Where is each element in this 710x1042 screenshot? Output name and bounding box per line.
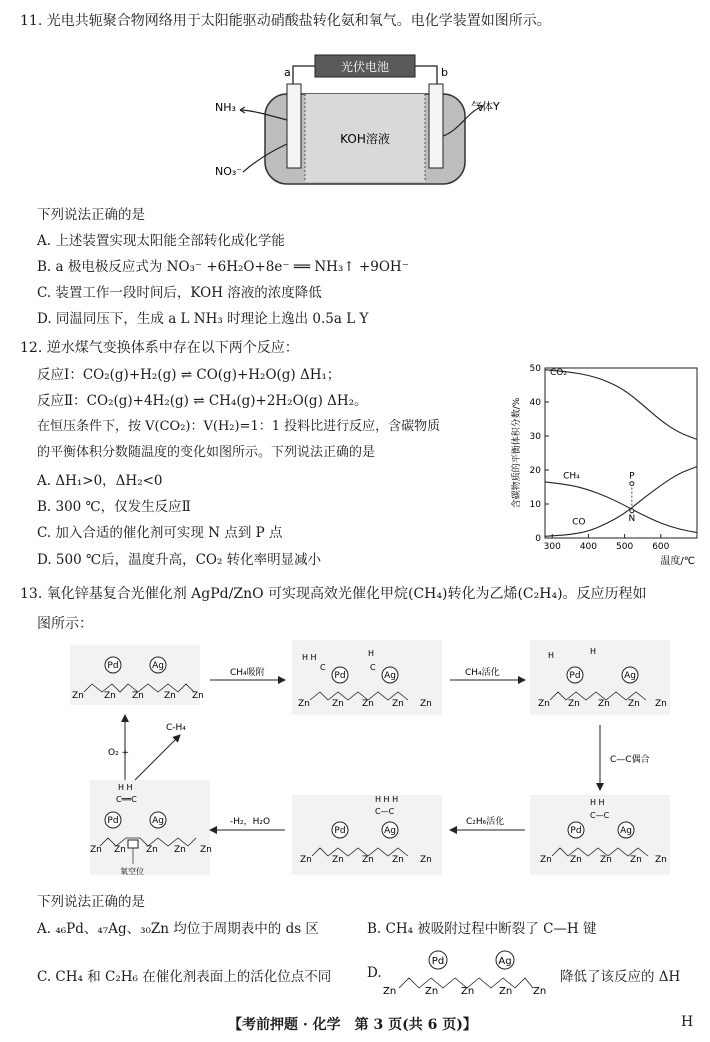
svg-text:Zn: Zn xyxy=(192,691,204,701)
q11-option-c: C. 装置工作一段时间后，KOH 溶液的浓度降低 xyxy=(37,285,322,301)
q12-equilibrium-chart xyxy=(505,358,705,576)
nh3-label: NH₃ xyxy=(215,101,236,114)
svg-text:Zn: Zn xyxy=(200,845,212,855)
step-c2h6-activate: C₂H₆活化 xyxy=(466,817,505,827)
electrode-a xyxy=(287,84,301,168)
svg-text:Zn: Zn xyxy=(298,699,310,709)
q13-option-b: B. CH₄ 被吸附过程中断裂了 C—H 键 xyxy=(367,921,597,937)
q13-stem-line1: 13. 氧化锌基复合光催化剂 AgPd/ZnO 可实现高效光催化甲烷(CH₄)转化为乙烯(C₂H₄)。反应历程如 xyxy=(20,586,647,602)
y-tick-label: 30 xyxy=(529,432,541,442)
x-tick-label: 300 xyxy=(543,542,561,552)
series-line-0 xyxy=(545,367,697,440)
svg-text:Ag: Ag xyxy=(384,826,396,836)
svg-text:Ag: Ag xyxy=(152,661,164,671)
svg-text:Zn: Zn xyxy=(164,691,176,701)
x-tick-label: 600 xyxy=(652,542,670,552)
svg-text:Zn: Zn xyxy=(655,855,667,865)
series-label-2: CO xyxy=(572,517,586,528)
pv-label: 光伏电池 xyxy=(340,60,390,74)
svg-text:Zn: Zn xyxy=(499,986,513,997)
y-axis-label: 含碳物质的平衡体积分数/% xyxy=(512,397,522,509)
q11-option-b: B. a 极电极反应式为 NO₃⁻ +6H₂O+8e⁻ ══ NH₃↑ +9OH⁻ xyxy=(37,259,409,275)
q11-electrolysis-figure xyxy=(205,44,525,194)
q12-stem: 12. 逆水煤气变换体系中存在以下两个反应： xyxy=(20,340,299,356)
q11-option-d: D. 同温同压下，生成 a L NH₃ 时理论上逸出 0.5a L Y xyxy=(37,311,369,327)
electrode-a-label: a xyxy=(284,66,291,79)
svg-text:Zn: Zn xyxy=(332,855,344,865)
y-tick-label: 10 xyxy=(529,500,541,510)
svg-text:Zn: Zn xyxy=(90,845,102,855)
svg-text:Zn: Zn xyxy=(420,699,432,709)
svg-text:C—C: C—C xyxy=(375,807,395,816)
oxygen-vacancy-label: 氧空位 xyxy=(120,867,144,876)
q13-option-d-text: 降低了该反应的 ΔH xyxy=(560,969,681,985)
svg-text:Zn: Zn xyxy=(72,691,84,701)
svg-text:Ag: Ag xyxy=(384,671,396,681)
point-label-0: P xyxy=(629,471,635,482)
ch4-return-label: C-H₄ xyxy=(166,723,186,733)
svg-text:H H: H H xyxy=(118,783,133,792)
svg-text:Zn: Zn xyxy=(655,699,667,709)
svg-text:H: H xyxy=(590,647,597,656)
step-dehydrogenate: -H₂，H₂O xyxy=(230,817,271,827)
svg-text:Zn: Zn xyxy=(332,699,344,709)
svg-text:H: H xyxy=(548,651,555,660)
svg-text:Zn: Zn xyxy=(425,986,439,997)
svg-text:Zn: Zn xyxy=(533,986,547,997)
svg-text:H H: H H xyxy=(302,653,317,662)
q13-option-c: C. CH₄ 和 C₂H₆ 在催化剂表面上的活化位点不同 xyxy=(37,969,332,985)
svg-text:C: C xyxy=(370,663,376,672)
q13-option-d-label: D. xyxy=(367,965,382,981)
q12-option-a: A. ΔH₁>0，ΔH₂<0 xyxy=(37,473,163,489)
svg-text:Pd: Pd xyxy=(570,826,582,836)
svg-text:H: H xyxy=(368,649,375,658)
svg-text:Zn: Zn xyxy=(362,699,374,709)
point-marker-1 xyxy=(630,509,634,513)
x-axis-label: 温度/℃ xyxy=(660,556,695,567)
svg-text:Pd: Pd xyxy=(569,671,581,681)
svg-text:Zn: Zn xyxy=(570,855,582,865)
svg-text:Zn: Zn xyxy=(362,855,374,865)
q11-prompt: 下列说法正确的是 xyxy=(37,207,145,223)
plot-frame xyxy=(545,368,697,538)
q12-reaction-1: 反应Ⅰ：CO₂(g)+H₂(g) ⇌ CO(g)+H₂O(g) ΔH₁； xyxy=(37,367,341,383)
electrode-b xyxy=(429,84,443,168)
solution-label: KOH溶液 xyxy=(340,132,390,146)
step-cc-coupling: C—C偶合 xyxy=(610,755,650,765)
series-label-1: CH₄ xyxy=(563,471,580,482)
q12-option-b: B. 300 ℃，仅发生反应Ⅱ xyxy=(37,499,191,515)
x-tick-label: 500 xyxy=(616,542,634,552)
q11-stem: 11. 光电共轭聚合物网络用于太阳能驱动硝酸盐转化氨和氧气。电化学装置如图所示。 xyxy=(20,13,551,29)
point-marker-0 xyxy=(630,482,634,486)
svg-text:Zn: Zn xyxy=(420,855,432,865)
q12-condition-2: 的平衡体积分数随温度的变化如图所示。下列说法正确的是 xyxy=(37,445,376,460)
svg-text:Zn: Zn xyxy=(146,845,158,855)
svg-text:H H: H H xyxy=(590,798,605,807)
svg-text:C—C: C—C xyxy=(590,811,610,820)
svg-text:C══C: C══C xyxy=(116,795,137,804)
svg-text:Zn: Zn xyxy=(540,855,552,865)
svg-text:Pd: Pd xyxy=(334,826,346,836)
svg-text:Zn: Zn xyxy=(383,986,397,997)
q12-condition-1: 在恒压条件下，按 V(CO₂)：V(H₂)=1：1 投料比进行反应，含碳物质 xyxy=(37,419,441,434)
svg-text:Zn: Zn xyxy=(630,855,642,865)
series-line-1 xyxy=(545,482,697,533)
electrode-b-label: b xyxy=(441,66,448,79)
y-tick-label: 50 xyxy=(529,364,541,374)
svg-text:Zn: Zn xyxy=(598,699,610,709)
svg-text:Ag: Ag xyxy=(624,671,636,681)
x-tick-label: 400 xyxy=(579,542,598,552)
svg-text:Zn: Zn xyxy=(114,845,126,855)
q12-option-c: C. 加入合适的催化剂可实现 N 点到 P 点 xyxy=(37,525,283,541)
svg-text:C: C xyxy=(320,663,326,672)
svg-text:Pd: Pd xyxy=(431,956,445,967)
svg-text:Pd: Pd xyxy=(107,661,119,671)
step-ch4-activate: CH₄活化 xyxy=(465,668,500,678)
q12-option-d: D. 500 ℃后，温度升高，CO₂ 转化率明显减小 xyxy=(37,552,322,568)
svg-text:Zn: Zn xyxy=(392,699,404,709)
q13-mechanism-figure xyxy=(70,640,670,880)
svg-text:Ag: Ag xyxy=(152,816,164,826)
paper-version-mark: H xyxy=(681,1014,694,1030)
q12-reaction-2: 反应Ⅱ：CO₂(g)+4H₂(g) ⇌ CH₄(g)+2H₂O(g) ΔH₂。 xyxy=(37,393,368,409)
gas-y-label: 气体Y xyxy=(471,100,500,113)
svg-text:Ag: Ag xyxy=(498,956,512,967)
q13-prompt: 下列说法正确的是 xyxy=(37,894,145,910)
q11-option-a: A. 上述装置实现太阳能全部转化成化学能 xyxy=(37,233,285,249)
q13-option-d-surface xyxy=(383,948,558,998)
svg-text:Zn: Zn xyxy=(628,699,640,709)
svg-text:H H H: H H H xyxy=(375,795,399,804)
o2-label: O₂ + xyxy=(108,748,130,758)
svg-text:Ag: Ag xyxy=(620,826,632,836)
y-tick-label: 20 xyxy=(529,466,541,476)
q13-stem-line2: 图所示： xyxy=(37,616,93,632)
svg-text:Zn: Zn xyxy=(300,855,312,865)
y-tick-label: 40 xyxy=(529,398,541,408)
svg-text:Zn: Zn xyxy=(132,691,144,701)
svg-text:Zn: Zn xyxy=(538,699,550,709)
no3-label: NO₃⁻ xyxy=(215,165,243,178)
step-ch4-adsorb: CH₄吸附 xyxy=(230,668,265,678)
svg-text:Pd: Pd xyxy=(107,816,119,826)
svg-text:Zn: Zn xyxy=(568,699,580,709)
series-label-0: CO₂ xyxy=(550,367,567,378)
svg-text:Zn: Zn xyxy=(392,855,404,865)
svg-text:Zn: Zn xyxy=(174,845,186,855)
q13-option-a: A. ₄₆Pd、₄₇Ag、₃₀Zn 均位于周期表中的 ds 区 xyxy=(37,921,319,937)
svg-text:Zn: Zn xyxy=(600,855,612,865)
point-label-1: N xyxy=(628,513,636,524)
svg-text:Zn: Zn xyxy=(461,986,475,997)
svg-text:Zn: Zn xyxy=(104,691,116,701)
svg-text:Pd: Pd xyxy=(334,671,346,681)
page-footer: 【考前押题 · 化学 第 3 页(共 6 页)】 xyxy=(228,1017,477,1033)
y-tick-label: 0 xyxy=(535,534,541,544)
